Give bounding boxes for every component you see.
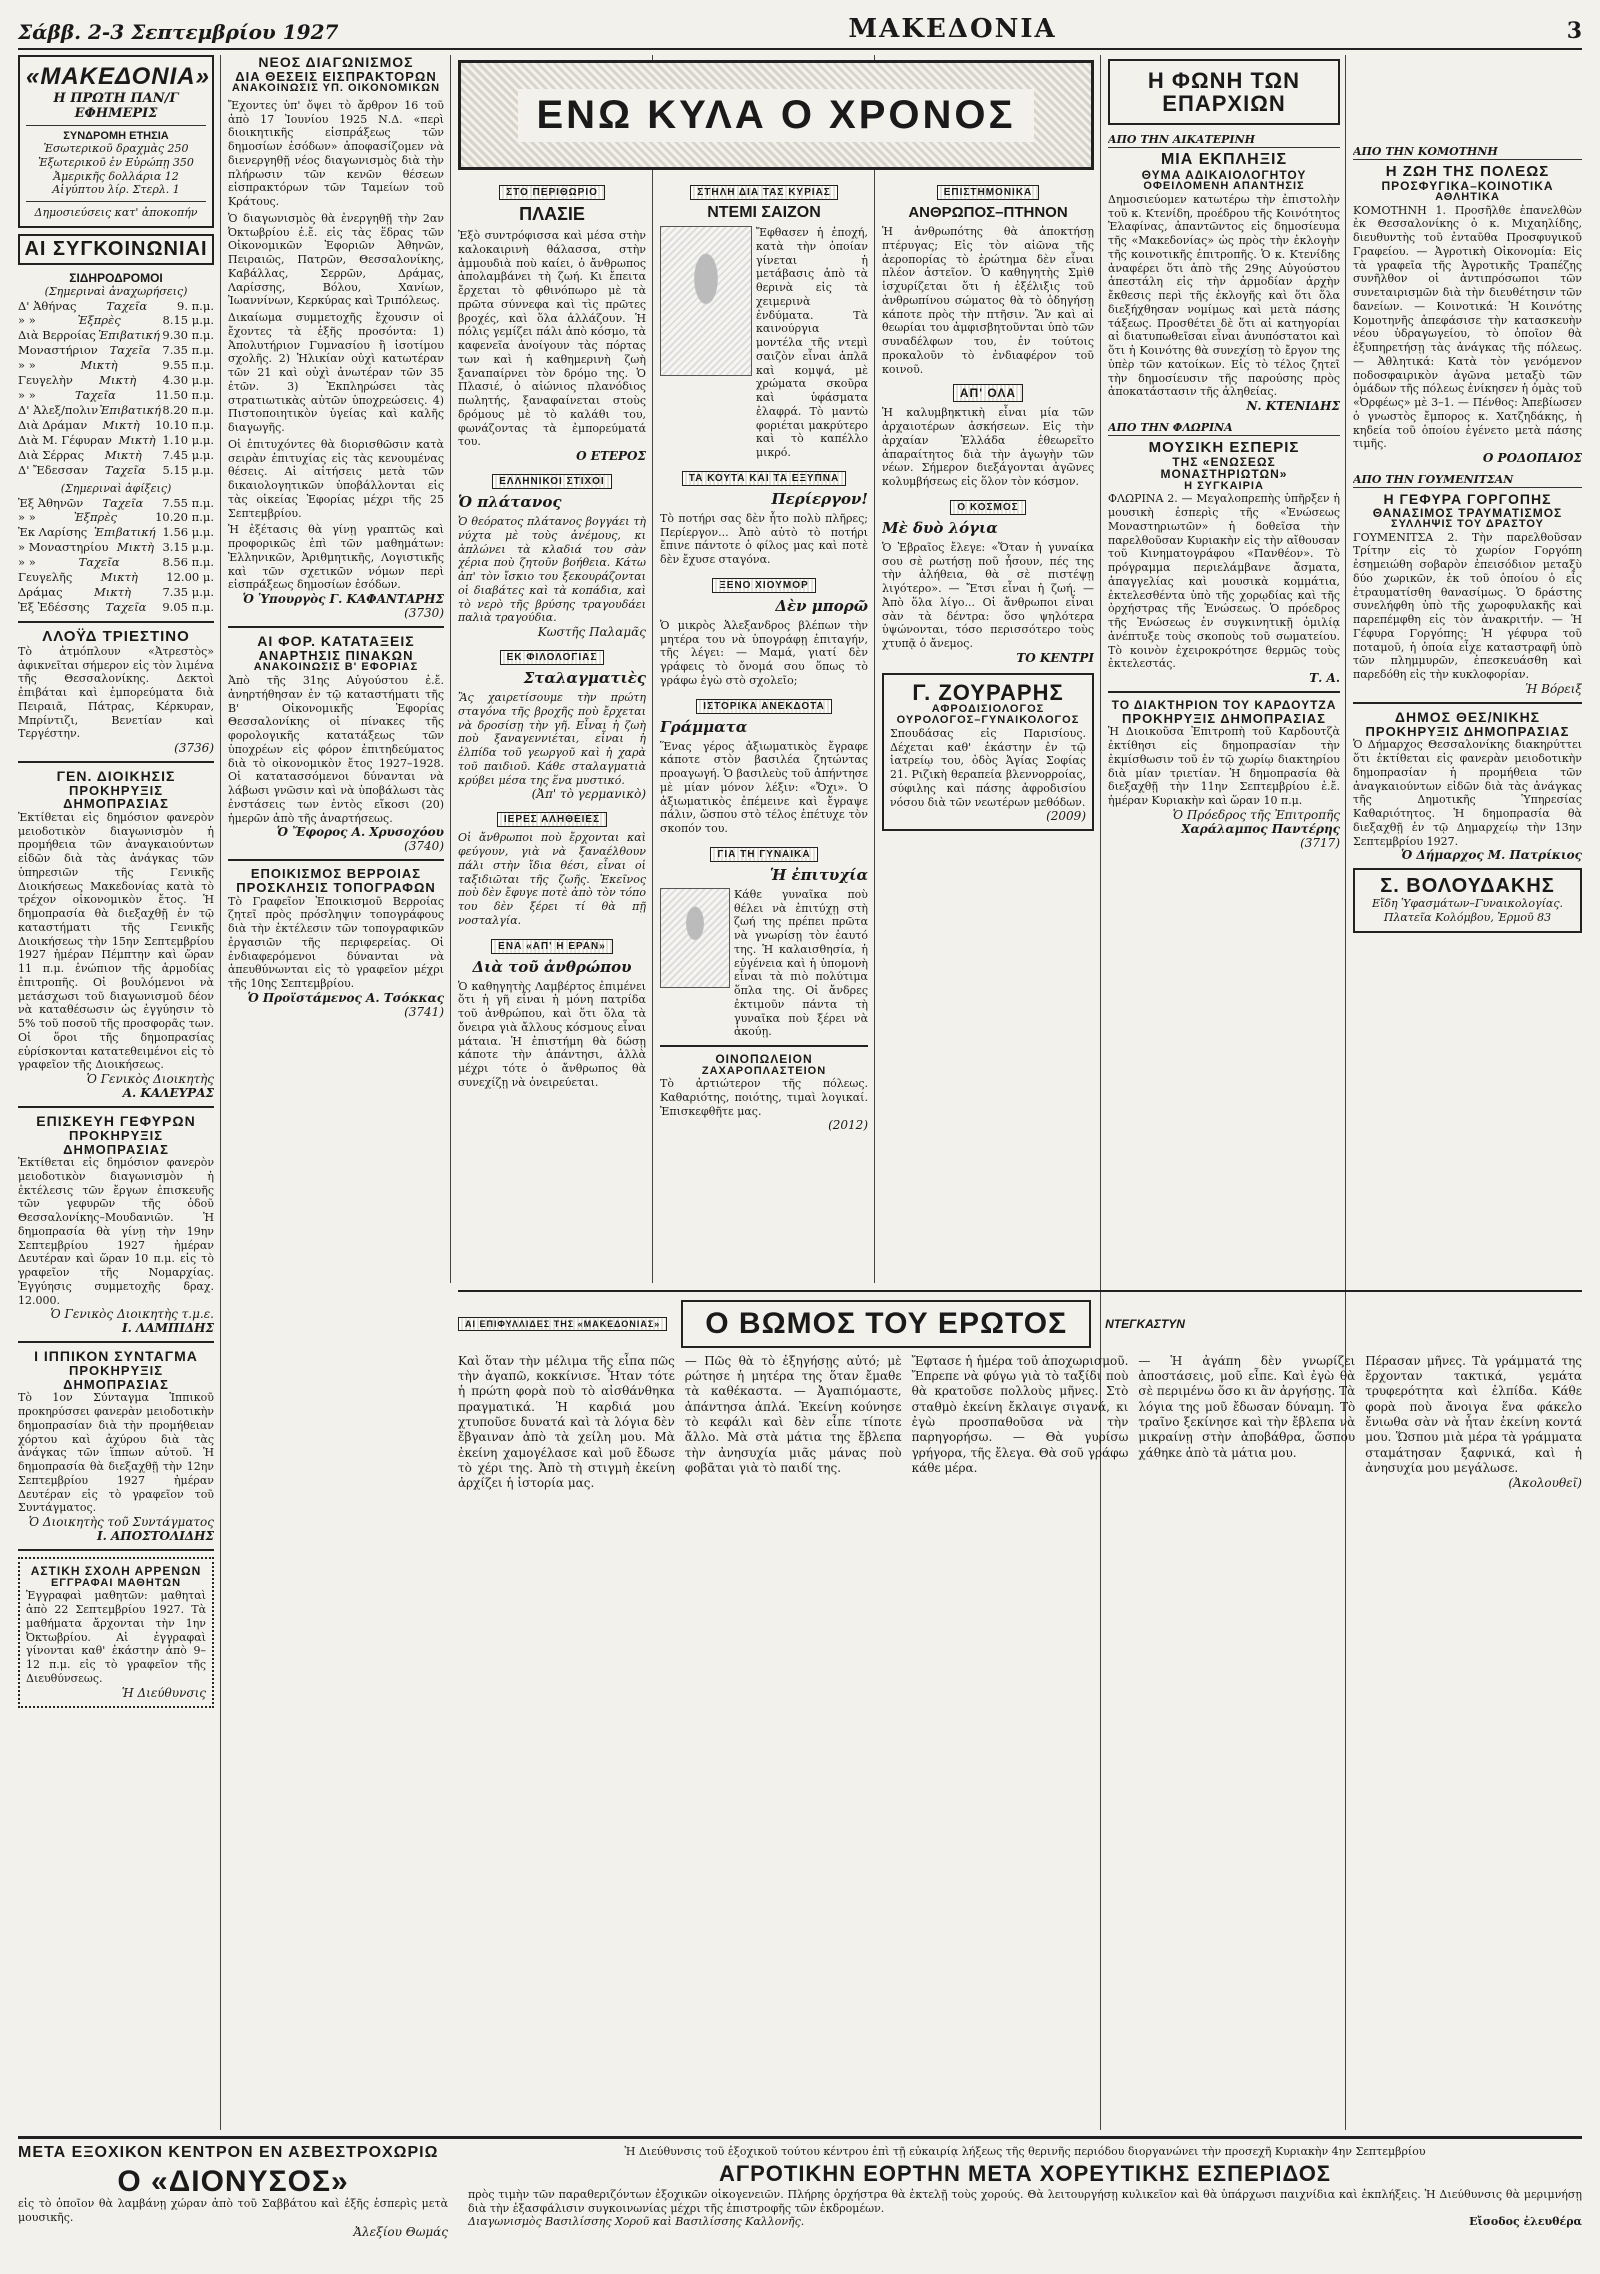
cannot-title: Δὲν μπορῶ	[775, 596, 868, 615]
tax-collectors-p2: Ὁ διαγωνισμὸς θὰ ἐνεργηθῇ τὴν 2αν Ὀκτωβρίου ἐ.ἔ. εἰς τὰς ἕδρας τῶν Οἰκονομικῶν Ἐφοριῶν Ἀθηνῶν, Πειραιῶς, Πατρῶν, Θεσσαλονίκης, Καβάλλας, Σερρῶν, Δράμας, Λαρίσσης, Βόλου, Χανίων, Ἰωαννίνων, Κερκύρας καὶ Τριπόλεως.	[228, 211, 444, 308]
column-6	[1108, 55, 1340, 1275]
feuilleton-signature: (Ἀκολουθεῖ)	[1508, 1476, 1582, 1491]
section-tag: ΕΝΑ «ΑΠ' Η ΕΡΑΝ»	[491, 939, 613, 954]
dionysos-signature: Ἀλεξίου Θωμάς	[353, 2224, 448, 2239]
timetable-row	[18, 299, 214, 314]
curious-title: Περίεργον!	[771, 489, 868, 508]
timetable-train-type: Ταχεῖα	[102, 495, 144, 510]
karoutza-code: (3717)	[1300, 835, 1340, 850]
timetable-time: 12.00 μ.	[166, 570, 214, 585]
timetable-train-type: Μικτὴ	[118, 432, 156, 447]
timetable-time: 9. π.μ.	[177, 298, 214, 313]
drops-signature: (Ἀπ' τὸ γερμανικὸ)	[531, 787, 646, 802]
timetable-time: 7.35 π.μ.	[162, 343, 214, 358]
provinces-banner: Η ΦΩΝΗ ΤΩΝ ΕΠΑΡΧΙΩΝ	[1108, 59, 1340, 125]
shop-heading: ΟΙΝΟΠΩΛΕΙΟΝ	[715, 1052, 813, 1066]
plasie-title: ΠΛΑΣΙΕ	[519, 204, 585, 224]
letters-text: Ἕνας γέρος ἀξιωματικὸς ἔγραφε κάποτε στὸν βασιλέα ζητώντας προαγωγή. Ὁ βασιλεὺς τοῦ ἀπήντησε μὲ μίαν μόνον λέξιν: «Ὄχι». Ὁ ἀξιωματικὸς ἐπέμεινε καὶ ἔγραψε πάλιν, ὥσπου στὸ τέλος ἐπέτυχε τὸν σκοπόν του.	[660, 739, 868, 835]
feuilleton-p5: Πέρασαν μῆνες. Τὰ γράμματά της ἔρχονταν τακτικά, γεμάτα τρυφερότητα καὶ ἐλπίδα. Κάθε φορὰ ποὺ ἄνοιγα ἕνα φάκελο ἔνιωθα σὰν νὰ ἦταν ἐκείνη κοντά μου. Ὥσπου μιὰ μέρα τὰ γράμματα σταμάτησαν ξαφνικά, καὶ ἡ ἀνησυχία μου μεγάλωσε.	[1365, 1353, 1582, 1476]
tax-tables-text: Ἀπὸ τῆς 31ης Αὐγούστου ἐ.ἔ. ἀνηρτήθησαν ἐν τῷ καταστήματι τῆς Β' Οἰκονομικῆς Ἐφορίας Θεσσαλονίκης οἱ πίνακες τῆς φορολογικῆς κατατάξεως τῶν ὑποχρέων εἰς φόρον ἐπιτηδεύματος διὰ τὸ οἰκονομικὸν ἔτος 1927–1928. Οἱ κατατασσόμενοι δύνανται νὰ λάβωσι γνῶσιν καὶ νὰ ὑποβάλωσι τὰς ἐνστάσεις των ἐντὸς εἴκοσι (20) ἡμερῶν ἀπὸ τῆς ἀναρτήσεως.	[228, 674, 444, 825]
gen-admin-heading: ΓΕΝ. ΔΙΟΙΚΗΣΙΣ	[56, 768, 176, 784]
timetable-row	[18, 555, 214, 570]
cavalry-signature: Ὁ Διοικητὴς τοῦ Συντάγματος	[28, 1515, 214, 1530]
surveyors-signature: Ὁ Προϊστάμενος Α. Τσόκκας	[247, 990, 444, 1005]
travellers-text: Οἱ ἄνθρωποι ποὺ ἔρχονται καὶ φεύγουν, γιὰ νὰ ξαναέλθουν πάλι στὴν ἴδια θέσι, εἶναι οἱ ταξιδιῶται τῆς ζωῆς. Ἐκεῖνος ποὺ δὲν ἔφυγε ποτὲ ἀπὸ τὸν τόπο του δὲν ξέρει τί θὰ πῇ νοσταλγία.	[458, 831, 646, 927]
timetable-train-type: Ἐπιβατική	[94, 525, 156, 540]
tax-collectors-p3: Δικαίωμα συμμετοχῆς ἔχουσιν οἱ ἔχοντες τὰ ἑξῆς προσόντα: 1) Ἀπολυτήριον Γυμνασίου ἢ ἰσοτίμου σχολῆς. 2) Ἡλικίαν οὐχὶ κατωτέραν τῶν 21 καὶ οὐχὶ ἀνωτέραν τῶν 35 ἐτῶν. 3) Ἐκπληρώσει τὰς στρατιωτικὰς αὐτῶν ὑποχρεώσεις. 4) Πιστοποιητικὸν ὑγείας καὶ καλῆς διαγωγῆς.	[228, 311, 444, 435]
timetable-time: 4.30 μ.μ.	[162, 373, 214, 388]
dateline-katerini: ΑΠΟ ΤΗΝ ΑΙΚΑΤΕΡΙΝΗ	[1108, 133, 1340, 148]
feuilleton-p3: Ἔφτασε ἡ ἡμέρα τοῦ ἀποχωρισμοῦ. Ἔπρεπε νὰ φύγω γιὰ τὸ ταξίδι ποὺ θὰ κρατοῦσε πολλοὺς μῆνες. Στὸ σταθμὸ ἐκείνη ἔκλαιγε σιγανά, κι ἐγὼ προσπαθοῦσα νὰ τὴν παρηγορήσω. — Θὰ γυρίσω γρήγορα, τῆς ἔλεγα. Θὰ σοῦ γράφω κάθε μέρα.	[911, 1353, 1129, 1476]
subscription-line: Ἀμερικῆς δολλάρια 12	[53, 169, 179, 183]
timetable-destination: Μοναστήριον	[18, 343, 98, 358]
fabric-shop-ad	[1353, 868, 1582, 933]
feuilleton-p1: Καὶ ὅταν τὴν μέλιμα τῆς εἶπα πῶς τὴν ἀγαπῶ, κοκκίνισε. Ἦταν τότε ἡ πρώτη φορὰ ποὺ τὸ αἰσθάνθηκα πραγματικά. Ἡ καρδιά μου χτυποῦσε δυνατά καὶ τὰ λόγια δὲν ἔβγαιναν ἀπὸ τὰ χείλη μου. Μὰ ἐκείνη χαμογέλασε καὶ μοῦ ἔδωσε τὸ χέρι της. Ἀπὸ τὴ στιγμὴ ἐκείνη ἀρχίζει ἡ ἱστορία μας.	[458, 1353, 675, 1491]
timetable-destination: » »	[18, 313, 36, 328]
arrivals-subheading: (Σημεριναὶ ἀφίξεις)	[60, 481, 172, 495]
timetable-row	[18, 585, 214, 600]
cavalry-signature-name: Ι. ΑΠΟΣΤΟΛΙΔΗΣ	[97, 1529, 214, 1544]
timetable-train-type: Ταχεῖα	[105, 600, 147, 615]
timetable-train-type: Ἐξπρὲς	[73, 510, 117, 525]
feuilleton	[458, 1300, 1582, 2128]
fabric-shop-name: Σ. ΒΟΛΟΥΔΑΚΗΣ	[1380, 875, 1555, 898]
timetable-destination: Διὰ Δράμαν	[18, 418, 88, 432]
section-tag: ΕΚ ΦΙΛΟΛΟΓΙΑΣ	[500, 650, 605, 665]
plasie-signature: Ο ΕΤΕΡΟΣ	[576, 449, 646, 463]
time-rolls-banner-title: ΕΝΩ ΚΥΛΑ Ο ΧΡΟΝΟΣ	[518, 89, 1033, 142]
timetable-destination: » »	[18, 510, 36, 525]
city-life-subheading: ΠΡΟΣΦΥΓΙΚΑ–ΚΟΙΝΟΤΙΚΑ	[1381, 178, 1554, 193]
curious-text: Τὸ ποτήρι σας δὲν ἦτο πολὺ πλῆρες; Περίεργον... Ἀπὸ αὐτὸ τὸ ποτήρι ἔπινε πάντοτε ὁ φίλος μας καὶ ποτὲ δὲν ἔχυσε σταγόνα.	[660, 511, 868, 566]
timetable-row	[18, 525, 214, 540]
timetable-row	[18, 448, 214, 463]
cavalry-heading: Ι ΙΠΠΙΚΟΝ ΣΥΝΤΑΓΜΑ	[34, 1348, 198, 1365]
cannot-text: Ὁ μικρὸς Ἀλεξανδρος βλέπων τὴν μητέρα του νὰ ὑπογράφῃ ἐπιταγήν, τῆς λέγει: — Μαμά, γιατί δὲν γράφεις τὸ ὄνομά σου ὅπως τὸ γράφω ἐγὼ στὸ σχολεῖο;	[660, 618, 868, 687]
timetable-time: 7.55 π.μ.	[162, 495, 214, 510]
timetable-destination: Γευγελῆς	[18, 570, 73, 585]
tax-collectors-signature: Ὁ Ὑπουργὸς Γ. ΚΑΦΑΝΤΑΡΗΣ	[242, 592, 444, 607]
column-rule	[874, 55, 875, 1283]
surveyors-subheading: ΠΡΟΣΚΛΗΣΙΣ ΤΟΠΟΓΡΑΦΩΝ	[236, 879, 436, 895]
header-paper-name: ΜΑΚΕΔΟΝΙΑ	[848, 14, 1057, 44]
timetable-destination: Δ' Ἀθήνας	[18, 298, 77, 313]
timetable-train-type: Ταχεῖα	[78, 555, 120, 570]
timetable-destination: Γευγελὴν	[18, 373, 73, 388]
world-title: Μὲ δυὸ λόγια	[882, 518, 998, 537]
timetable-row	[18, 313, 214, 328]
subscription-line: Ἐξωτερικοῦ ἐν Εὐρώπῃ 350	[38, 155, 194, 169]
bridge-heading: ΕΠΙΣΚΕΥΗ ΓΕΦΥΡΩΝ	[36, 1113, 196, 1130]
dionysos-text: εἰς τὸ ὁποῖον θὰ λαμβάνῃ χώραν ἀπὸ τοῦ Σαββάτου καὶ ἑξῆς ἑσπερὶς μετὰ μουσικῆς.	[18, 2197, 448, 2225]
timetable-row	[18, 570, 214, 585]
tax-tables-heading: ΑΙ ΦΟΡ. ΚΑΤΑΤΑΞΕΙΣ	[257, 633, 415, 650]
cavalry-text: Τὸ 1ον Σύνταγμα Ἱππικοῦ προκηρύσσει φανερὰν μειοδοτικὴν δημοπρασίαν διὰ τὴν προμήθειαν χόρτου καὶ ἀχύρου διὰ τὰς ἀνάγκας τῶν ἵππων αὐτοῦ. Ἡ δημοπρασία θὰ διεξαχθῇ τὴν 12ην Σεπτεμβρίου 1927 ἡμέραν Δευτέραν εἰς τὸ γραφεῖον τοῦ Συντάγματος.	[18, 1391, 214, 1515]
column-3	[458, 180, 646, 1280]
timetable-destination: Διὰ Σέρρας	[18, 447, 85, 462]
school-subheading: ΕΓΓΡΑΦΑΙ ΜΑΘΗΤΩΝ	[50, 1576, 182, 1589]
timetable-destination: Δράμας	[18, 585, 63, 600]
school-notice	[18, 1557, 214, 1707]
timetable-destination: Διὰ Βερροίας	[18, 328, 96, 343]
festival-note: Διαγωνισμὸς Βασιλίσσης Χοροῦ καὶ Βασιλίσσης Καλλονῆς.	[468, 2215, 805, 2229]
timetable-time: 1.56 μ.μ.	[162, 525, 214, 540]
lloyd-code: (3736)	[174, 741, 214, 755]
dateline-komotini: ΑΠΟ ΤΗΝ ΚΟΜΟΤΗΝΗ	[1353, 145, 1582, 160]
demi-saison-text: Ἔφθασεν ἡ ἐποχή, κατὰ τὴν ὁποίαν γίνεται ἡ μετάβασις ἀπὸ τὰ θερινὰ εἰς τὰ χειμερινὰ ἐνδύματα. Τὰ καινούργια μοντέλα τῆς ντεμὶ σαιζὸν εἶναι ἁπλᾶ καὶ κομψά, μὲ χρώματα σκοῦρα καὶ ὑφάσματα ἐλαφρά. Τὸ μαντὼ φοριέται μακρύτερο καὶ τὸ καπέλλο μικρό.	[756, 226, 868, 459]
column-rule	[220, 55, 221, 2130]
man-text: Ὁ καθηγητὴς Λαμβέρτος ἐπιμένει ὅτι ἡ γῆ εἶναι ἡ μόνη πατρίδα τοῦ ἀνθρώπου, καὶ ὅτι ὅλα τὰ ὄνειρα γιὰ ἄλλους κόσμους εἶναι μάταια. Ἡ ἐπιστήμη θὰ δώσῃ κάποτε τὴν ἀπάντησι, ἀλλὰ μέχρι τότε ὁ ἄνθρωπος θὰ συνεχίζῃ νὰ ὀνειρεύεται.	[458, 979, 646, 1089]
lloyd-heading: ΛΛΟΫΔ ΤΡΙΕΣΤΙΝΟ	[42, 628, 190, 645]
shop-code: (2012)	[828, 1118, 868, 1133]
timetable-time: 7.45 μ.μ.	[162, 447, 214, 462]
timetable-train-type: Ἐπιβατική	[99, 403, 162, 418]
portrait-illustration	[660, 888, 730, 988]
timetable-row	[18, 388, 214, 403]
plasie-text: Ἐξὸ συντρόφισσα καὶ μέσα στὴν καλοκαιρινὴ θάλασσα, στὴν ἀμμουδιὰ ποὺ καίει, ὁ ἄνθρωπος ἀπολαμβάνει τὴ ζωή. Κι ἔπειτα ἔρχεται τὸ φθινόπωρο μὲ τὰ πρῶτα σύννεφα καὶ τὶς πρῶτες βροχές, καὶ ὅλα ἀλλάζουν. Ἡ πόλις γεμίζει πάλι ἀπὸ κόσμο, τὰ καφενεῖα ἀνοίγουν τὰς πόρτας των καὶ ἡ καθημερινὴ ζωὴ ξαναπαίρνει τὸν δρόμο της. Ὁ Πλασιέ, ὁ αἰώνιος πλανόδιος πωλητής, ξαναφαίνεται στοὺς δρόμους μὲ τὸ καλάθι του, φωνάζοντας τὰ ἐμπορεύματά του.	[458, 229, 646, 449]
timetable-row	[18, 343, 214, 358]
school-signature: Ἡ Διεύθυνσις	[121, 1685, 206, 1700]
railways-heading: ΣΙΔΗΡΟΔΡΟΜΟΙ	[69, 270, 163, 285]
music-heading: ΜΟΥΣΙΚΗ ΕΣΠΕΡΙΣ	[1148, 438, 1300, 456]
timetable-time: 8.20 π.μ.	[162, 403, 214, 418]
timetable-time: 8.15 μ.μ.	[162, 313, 214, 328]
tax-tables-code: (3740)	[404, 839, 444, 854]
timetable-destination: » »	[18, 358, 36, 373]
header-date: Σάββ. 2-3 Σεπτεμβρίου 1927	[18, 20, 339, 44]
bridge-subheading: ΠΡΟΚΗΡΥΞΙΣ ΔΗΜΟΠΡΑΣΙΑΣ	[63, 1127, 169, 1157]
feuilleton-rule	[458, 1290, 1582, 1296]
shop-subheading: ΖΑΧΑΡΟΠΛΑΣΤΕΙΟΝ	[701, 1064, 827, 1077]
timetable-row	[18, 328, 214, 343]
timetable-row	[18, 463, 214, 478]
music-text: ΦΛΩΡΙΝΑ 2. — Μεγαλοπρεπὴς ὑπῆρξεν ἡ μουσικὴ ἑσπερὶς τῆς «Ἑνώσεως Μοναστηριωτῶν» ἡ δοθεῖσα τὴν παρελθοῦσαν Κυριακὴν εἰς τὴν αἴθουσαν τοῦ Κινηματογράφου «Πανθέον». Τὸ πρόγραμμα περιελάμβανε ἄσματα, ἀπαγγελίας καὶ μουσικὰ κομμάτια, ἐκτελεσθέντα ὑπὸ τῆς χορῳδίας καὶ τῆς ὀρχήστρας τῆς Ἑνώσεως. Ὁ πρόεδρος τῆς Ἑνώσεως ἐν συγκινητικῇ ὁμιλίᾳ ἀνέπτυξε τοὺς σκοποὺς τοῦ σωματείου. Τὸ κοινὸν ἐχειροκρότησε θερμῶς τοὺς ἐκτελεστάς.	[1108, 492, 1340, 671]
doctor-ad	[882, 673, 1094, 832]
festival-ad	[468, 2145, 1582, 2229]
masthead-subtitle: Η ΠΡΩΤΗ ΠΑΝ/Γ ΕΦΗΜΕΡΙΣ	[53, 91, 179, 121]
doctor-name: Γ. ΖΟΥΡΑΡΗΣ	[912, 679, 1064, 705]
tax-collectors-source: ΑΝΑΚΟΙΝΩΣΙΣ ΥΠ. ΟΙΚΟΝΟΜΙΚΩΝ	[231, 82, 441, 95]
timetable-row	[18, 403, 214, 418]
timetable-train-type: Μικτὴ	[116, 540, 154, 555]
masthead-title: «ΜΑΚΕΔΟΝΙΑ»	[26, 63, 210, 90]
section-tag: ΓΙΑ ΤΗ ΓΥΝΑΙΚΑ	[710, 847, 817, 862]
city-life-text: ΚΟΜΟΤΗΝΗ 1. Προσῆλθε ἐπανελθὼν ἐκ Θεσσαλονίκης ὁ κ. Μιχαηλίδης, διευθυντὴς τοῦ ἐνταῦθα Προσφυγικοῦ Γραφείου. — Ἀγροτικὴ Οἰκονομία: Εἰς τὰ γραφεῖα τῆς Ἀγροτικῆς Τραπέζης συνῆλθον οἱ ἀντιπρόσωποι τῶν συνεταιρισμῶν διὰ τὴν διευθέτησιν τῶν δανείων. — Κοινοτικά: Ἡ Κοινότης Κομοτηνῆς ἀπεφάσισε τὴν κατασκευὴν νέου ὑδραγωγείου, τὸ ὁποῖον θὰ ἐξυπηρετήσῃ τὰς ἀνάγκας τῆς πόλεως. — Ἀθλητικά: Κατὰ τὸν γενόμενον ποδοσφαιρικὸν ἀγῶνα μεταξὺ τῶν ὁμάδων τῆς πόλεως ἐνίκησεν ἡ ὁμὰς τοῦ «Ὀρφέως» μὲ 3–1. — Πένθος: Ἀπεβίωσεν ὁ γνωστὸς ἔμπορος κ. Χατζηδάκης, ἡ κηδεία τοῦ ὁποίου ἐγένετο μετὰ πάσης τιμῆς.	[1353, 203, 1582, 451]
letters-title: Γράμματα	[660, 717, 748, 736]
bridge-gorgopi-signature: Ἡ Βόρειξ	[1525, 681, 1582, 696]
bottom-advertisement	[18, 2136, 1582, 2264]
dionysos-ad	[18, 2145, 448, 2239]
timetable-destination: » »	[18, 388, 36, 403]
section-tag: ΤΑ ΚΟΥΤΑ ΚΑΙ ΤΑ ΕΞΥΠΝΑ	[682, 471, 846, 486]
timetable-time: 9.05 π.μ.	[162, 600, 214, 615]
poem-title: Ὁ πλάτανος	[458, 493, 562, 511]
success-text: Κάθε γυναῖκα ποὺ θέλει νὰ ἐπιτύχῃ στὴ ζωή της πρέπει πρῶτα νὰ γνωρίσῃ τὸν ἑαυτό της. Ἡ καλαισθησία, ἡ εὐγένεια καὶ ἡ ὑπομονὴ εἶναι τὰ πιὸ πολύτιμα ὅπλα της. Οἱ ἄνδρες ἐκτιμοῦν πάντα τὴ γυναῖκα ποὺ ξέρει νὰ ἀκούῃ.	[734, 887, 868, 1039]
surveyors-heading: ΕΠΟΙΚΙΣΜΟΣ ΒΕΡΡΟΙΑΣ	[250, 866, 422, 882]
departures-table	[18, 299, 214, 478]
section-tag: ΙΣΤΟΡΙΚΑ ΑΝΕΚΔΟΤΑ	[696, 699, 831, 714]
timetable-row	[18, 496, 214, 511]
bridge-gorgopi-heading: Η ΓΕΦΥΡΑ ΓΟΡΓΟΠΗΣ	[1383, 490, 1552, 507]
timetable-train-type: Ταχεῖα	[104, 462, 146, 477]
bridge-gorgopi-subheading-2: ΣΥΛΛΗΨΙΣ ΤΟΥ ΔΡΑΣΤΟΥ	[1390, 518, 1544, 531]
from-all-text: Ἡ καλυμβηκτικὴ εἶναι μία τῶν ἀρχαιοτέρων ἀσκήσεων. Εἰς τὴν ἀρχαίαν Ἑλλάδα ἐθεωρεῖτο ἀπαραίτητος διὰ τὴν ἀγωγὴν τῶν νέων. Σήμερον διεξάγονται ἀγῶνες κολυμβήσεως εἰς ὅλον τὸν κόσμον.	[882, 406, 1094, 488]
column-4	[660, 180, 868, 1280]
timetable-time: 9.30 π.μ.	[162, 328, 214, 343]
section-tag: ΕΛΛΗΝΙΚΟΙ ΣΤΙΧΟΙ	[492, 474, 611, 489]
gen-admin-signature: Ὁ Γενικὸς Διοικητὴς	[86, 1072, 214, 1087]
festival-entry: Εἴσοδος ἐλευθέρα	[1469, 2215, 1582, 2229]
arrivals-table	[18, 496, 214, 616]
world-text: Ὁ Ἐβραῖος ἔλεγε: «Ὅταν ἡ γυναίκα σου σὲ ρωτήσῃ ποῦ ἦσουν, πές της τὴν ἀλήθεια, θὰ σὲ πιστέψῃ λιγότερο». — Ἔτσι εἶναι ἡ ζωή. — Ἀπὸ ὅλα λίγο... Οἱ ἄνθρωποι εἶναι σὰν τὰ δέντρα: ὅσο ψηλότερα ὑψώνονται, τόσο περισσότερο τοὺς χτυπᾷ ὁ ἄνεμος.	[882, 540, 1094, 650]
bridge-text: Ἐκτίθεται εἰς δημόσιον φανερὸν μειοδοτικὸν διαγωνισμὸν ἡ ἐκτέλεσις τῶν ἔργων ἐπισκευῆς τῶν γεφυρῶν τῆς ὁδοῦ Θεσσαλονίκης–Μουδανιῶν. Ἡ δημοπρασία θὰ γίνῃ τὴν 19ην Σεπτεμβρίου 1927 ἡμέραν Δευτέραν καὶ ὥραν 10 π.μ. εἰς τὸ γραφεῖον τῆς Νομαρχίας. Ἐγγύησις συμμετοχῆς δραχ. 12.000.	[18, 1156, 214, 1307]
timetable-destination: Δ' Ἀλεξ/πολιν	[18, 403, 99, 418]
shop-text: Τὸ ἀρτιώτερον τῆς πόλεως. Καθαριότης, ποιότης, τιμαὶ λογικαί. Ἐπισκεφθῆτε μας.	[660, 1077, 868, 1118]
festival-intro: Ἡ Διεύθυνσις τοῦ ἐξοχικοῦ τούτου κέντρου ἐπὶ τῇ εὐκαιρίᾳ λήξεως τῆς θερινῆς περιόδου διοργανώνει τὴν προσεχῆ Κυριακὴν 4ην Σεπτεμβρίου	[624, 2145, 1426, 2158]
section-tag: ΣΤΟ ΠΕΡΙΘΩΡΙΟ	[499, 185, 605, 200]
city-life-subheading-2: ΑΘΛΗΤΙΚΑ	[1435, 191, 1500, 204]
bridge-gorgopi-subheading: ΘΑΝΑΣΙΜΟΣ ΤΡΑΥΜΑΤΙΣΜΟΣ	[1372, 505, 1563, 520]
man-bird-title: ΑΝΘΡΩΠΟΣ–ΠΤΗΝΟΝ	[908, 204, 1068, 221]
cavalry-subheading: ΠΡΟΚΗΡΥΞΙΣ ΔΗΜΟΠΡΑΣΙΑΣ	[63, 1363, 169, 1392]
timetable-time: 3.15 μ.μ.	[162, 540, 214, 555]
timetable-destination: Διὰ Μ. Γέφυραν	[18, 432, 112, 447]
section-tag: ΙΕΡΕΣ ΑΛΗΘΕΙΕΣ	[497, 812, 607, 827]
column-5	[882, 180, 1094, 1280]
header-page-number: 3	[1566, 18, 1582, 44]
success-title: Ἡ ἐπιτυχία	[769, 865, 868, 884]
timetable-row	[18, 510, 214, 525]
city-life-signature: Ο ΡΟΔΟΠΑΙΟΣ	[1482, 451, 1582, 466]
timetable-train-type: Μικτὴ	[80, 358, 118, 373]
timetable-row	[18, 358, 214, 373]
dionysos-heading: ΜΕΤΑ ΕΞΟΧΙΚΟΝ ΚΕΝΤΡΟΝ ΕΝ ΑΣΒΕΣΤΡΟΧΩΡΙΩ	[18, 2144, 439, 2161]
doctor-specialty-2: ΟΥΡΟΛΟΓΟΣ–ΓΥΝΑΙΚΟΛΟΓΟΣ	[896, 714, 1080, 727]
festival-text: πρὸς τιμὴν τῶν παραθεριζόντων ἐξοχικῶν οἰκογενειῶν. Πλήρης ὀρχήστρα θὰ ἐκτελῇ τοὺς χορούς. Θὰ λειτουργήσῃ κυλικεῖον καὶ θὰ ὑπάρχωσι παιχνίδια καὶ ἐκπλήξεις. Ἡ Διεύθυνσις θὰ μεριμνήσῃ διὰ τὴν ἐξασφάλισιν συγκοινωνίας μέχρι τῆς ἐπιστροφῆς τῶν ἐκδρομέων.	[468, 2187, 1582, 2215]
demi-saison-title: ΝΤΕΜΙ ΣΑΙΖΟΝ	[707, 204, 821, 221]
surprise-heading: ΜΙΑ ΕΚΠΛΗΞΙΣ	[1160, 150, 1288, 168]
feuilleton-p4: — Ἡ ἀγάπη δὲν γνωρίζει ἀποστάσεις, μοῦ εἶπε. Καὶ ἐγὼ θὰ σὲ περιμένω ὅσο κι ἂν ἀργήσῃς. Τὰ λόγια της μοῦ ἔδωσαν δύναμη. Τὸ τραῖνο ξεκίνησε καὶ τὴν ἔβλεπα νὰ μικραίνῃ στὴν ἀποβάθρα, ὥσπου χάθηκε ἀπὸ τὰ μάτια μου.	[1138, 1353, 1356, 1460]
timetable-train-type: Μικτὴ	[104, 447, 142, 462]
fabric-shop-text: Εἴδη Ὑφασμάτων–Γυναικολογίας. Πλατεῖα Κολόμβου, Ἐρμοῦ 83	[1371, 897, 1564, 925]
subscription-note: Δημοσιεύσεις κατ' ἀποκοπήν	[34, 206, 198, 219]
karoutza-signature: Ὁ Πρόεδρος τῆς Ἐπιτροπῆς	[1172, 807, 1340, 822]
timetable-row	[18, 418, 214, 433]
doctor-code: (2009)	[1046, 809, 1086, 824]
timetable-train-type: Μικτὴ	[102, 418, 140, 432]
timetable-destination: » Μοναστηρίου	[18, 540, 109, 555]
tax-tables-signature: Ὁ Ἔφορος Α. Χρυσοχόου	[276, 825, 444, 840]
poem-text: Ὁ θεόρατος πλάτανος βογγάει τὴ νύχτα μὲ τοὺς ἀνέμους, κι ἀπλώνει τὰ κλαδιά του σὰν χέρια ποὺ ζητοῦν βοήθεια. Κάτω ἀπ' τὸν ἴσκιο του ξεκουράζονται οἱ διαβάτες καὶ τὰ κοπάδια, καὶ τὸ νερὸ τῆς βρύσης τραγουδάει παλιὰ τραγούδια.	[458, 515, 646, 625]
column-2	[228, 55, 444, 2130]
timetable-destination: Δ' Ἔδεσσαν	[18, 462, 89, 477]
school-heading: ΑΣΤΙΚΗ ΣΧΟΛΗ ΑΡΡΕΝΩΝ	[30, 1564, 202, 1579]
timetable-destination: Ἐξ Ἀθηνῶν	[18, 495, 84, 510]
drops-title: Σταλαγματιὲς	[523, 669, 646, 687]
timetable-row	[18, 540, 214, 555]
gen-admin-subheading: ΠΡΟΚΗΡΥΞΙΣ ΔΗΜΟΠΡΑΣΙΑΣ	[63, 782, 169, 812]
timetable-time: 8.56 π.μ.	[162, 555, 214, 570]
feuilleton-title: Ο ΒΩΜΟΣ ΤΟΥ ΕΡΩΤΟΣ	[681, 1300, 1091, 1348]
gen-admin-signature-name: Α. ΚΑΛΕΥΡΑΣ	[122, 1086, 214, 1101]
dateline-goumenitsa: ΑΠΟ ΤΗΝ ΓΟΥΜΕΝΙΤΣΑΝ	[1353, 473, 1582, 488]
tax-collectors-p4: Οἱ ἐπιτυχόντες θὰ διορισθῶσιν κατὰ σειρὰν ἐπιτυχίας εἰς τὰς κενουμένας θέσεις. Αἱ αἰτήσεις μετὰ τῶν δικαιολογητικῶν ὑποβάλλονται εἰς τὰς οἰκείας Ἐφορίας μέχρι τῆς 25 Σεπτεμβρίου.	[228, 437, 444, 520]
subscription-line: Ἐσωτερικοῦ δραχμὰς 250	[43, 142, 189, 155]
surveyors-text: Τὸ Γραφεῖον Ἐποικισμοῦ Βερροίας ζητεῖ πρὸς πρόσληψιν τοπογράφους διὰ τὴν ἐκτέλεσιν τῶν τοπογραφικῶν ἐργασιῶν τῆς περιφερείας. Οἱ ἐνδιαφερόμενοι δύνανται νὰ ἀπευθύνωνται εἰς τὸ γραφεῖον μέχρι τῆς 10ης Σεπτεμβρίου.	[228, 894, 444, 991]
city-life-heading: Η ΖΩΗ ΤΗΣ ΠΟΛΕΩΣ	[1385, 162, 1550, 180]
timetable-time: 9.55 π.μ.	[162, 358, 214, 373]
poem-signature: Κωστῆς Παλαμᾶς	[537, 625, 646, 639]
timetable-time: 7.35 μ.μ.	[162, 585, 214, 600]
communications-heading: ΑΙ ΣΥΓΚΟΙΝΩΝΙΑΙ	[18, 234, 214, 265]
masthead-box	[18, 55, 214, 228]
timetable-train-type: Ἐξπρὲς	[77, 313, 121, 328]
doctor-text: Σπουδάσας εἰς Παρισίους. Δέχεται καθ' ἑκάστην ἐν τῷ ἰατρείῳ του, ὁδὸς Ἁγίας Σοφίας 21. Ριζικὴ θεραπεία βλεννορροίας, σύφιλης καὶ πάσης ἀφροδισίου νόσου διὰ τῶν νεωτέρων μεθόδων.	[890, 726, 1086, 809]
subscription-heading: ΣΥΝΔΡΟΜΗ ΕΤΗΣΙΑ	[63, 130, 169, 142]
bridge-signature-name: Ι. ΛΑΜΠΙΔΗΣ	[122, 1321, 214, 1336]
timetable-train-type: Μικτὴ	[93, 585, 132, 600]
tax-collectors-subheading: ΔΙΑ ΘΕΣΕΙΣ ΕΙΣΠΡΑΚΤΟΡΩΝ	[235, 68, 437, 84]
column-rule	[652, 55, 653, 1283]
feuilleton-p2: — Πῶς θὰ τὸ ἐξηγήσῃς αὐτό; μὲ ρώτησε ἡ μητέρα της ὅταν ἔμαθε τὰ καθέκαστα. — Ἀγαπιόμαστε, ἀπάντησα ἁπλά. Ἐκείνη κούνησε τὸ κεφάλι καὶ δὲν εἶπε τίποτε ἄλλο. Μὰ στὰ μάτια της ἔβλεπα τὴν ἀνησυχία μιᾶς μάνας ποὺ φοβᾶται γιὰ τὸ παιδί της.	[684, 1353, 902, 1476]
timetable-row	[18, 433, 214, 448]
section-tag: Ο ΚΟΣΜΟΣ	[950, 500, 1025, 515]
timetable-row	[18, 600, 214, 615]
page-header	[18, 10, 1582, 50]
timetable-time: 11.50 π.μ.	[155, 388, 214, 403]
timetable-destination: » »	[18, 555, 36, 570]
timetable-train-type: Ταχεῖα	[106, 298, 148, 313]
surprise-signature: Ν. ΚΤΕΝΙΔΗΣ	[1246, 399, 1340, 414]
surprise-subheading-2: ΟΦΕΙΛΟΜΕΝΗ ΑΠΑΝΤΗΣΙΣ	[1143, 180, 1305, 193]
bridge-signature: Ὁ Γενικὸς Διοικητὴς τ.μ.ε.	[50, 1307, 214, 1322]
karoutza-text: Ἡ Διοικοῦσα Ἐπιτροπὴ τοῦ Καρδουτζὰ ἐκτίθησι εἰς δημοπρασίαν τὴν ἐκμίσθωσιν τοῦ ἐν τῷ χωρίῳ διακτηρίου διὰ μίαν τριετίαν. Ἡ δημοπρασία θὰ διεξαχθῇ τὴν 11ην Σεπτεμβρίου ἐ.ἔ. ἡμέραν Κυριακὴν καὶ ὥραν 10 π.μ.	[1108, 725, 1340, 808]
dateline-florina: ΑΠΟ ΤΗΝ ΦΛΩΡΙΝΑ	[1108, 421, 1340, 436]
tax-collectors-p5: Ἡ ἐξέτασις θὰ γίνῃ γραπτῶς καὶ προφορικῶς ἐπὶ τῶν μαθημάτων: Ἑλληνικῶν, Ἀριθμητικῆς, Λογιστικῆς καὶ τῶν σχετικῶν νόμων περὶ εἰσπράξεως δημοσίων ἐσόδων.	[228, 523, 444, 592]
section-tag: ΕΠΙΣΤΗΜΟΝΙΚΑ	[937, 185, 1040, 200]
karoutza-heading: ΤΟ ΔΙΑΚΤΗΡΙΟΝ ΤΟΥ ΚΑΡΔΟΥΤΖΑ	[1111, 698, 1337, 713]
man-title: Διὰ τοῦ ἀνθρώπου	[472, 957, 632, 976]
timetable-row	[18, 373, 214, 388]
feuilleton-author: ΝΤΕΓΚΑΣΤΥΝ	[1105, 1316, 1185, 1331]
municipality-signature: Ὁ Δήμαρχος Μ. Πατρίκιος	[1401, 848, 1582, 863]
section-tag: ΣΤΗΛΗ ΔΙΑ ΤΑΣ ΚΥΡΙΑΣ	[690, 185, 838, 200]
bridge-gorgopi-text: ΓΟΥΜΕΝΙΤΣΑ 2. Τὴν παρελθοῦσαν Τρίτην εἰς τὸ χωρίον Γοργόπη ἐσημειώθη σοβαρὸν ἐπεισόδιον μεταξὺ δύο χωρικῶν, ἐκ τοῦ ὁποίου ὁ εἷς ἐτραυματίσθη θανασίμως. Ὁ δράστης συνελήφθη ὑπὸ τῆς χωροφυλακῆς καὶ παρεπέμφθη εἰς τὸν ἀνακριτήν. — Ἡ Γέφυρα Γοργόπης: Ἡ γέφυρα τοῦ ποταμοῦ, ἡ ὁποία εἶχε καταστραφῆ ὑπὸ τῶν πλημμυρῶν, ἐπεσκευάσθη καὶ παρεδόθη εἰς τὴν κυκλοφορίαν.	[1353, 530, 1582, 682]
timetable-train-type: Ἐπιβατική	[98, 328, 160, 343]
music-signature: Τ. Α.	[1309, 671, 1340, 686]
timetable-destination: Ἐξ Ἐδέσσης	[18, 600, 90, 615]
surveyors-code: (3741)	[404, 1004, 444, 1019]
municipality-subheading: ΠΡΟΚΗΡΥΞΙΣ ΔΗΜΟΠΡΑΣΙΑΣ	[1365, 723, 1570, 739]
music-subheading: ΤΗΣ «ΕΝΩΣΕΩΣ ΜΟΝΑΣΤΗΡΙΩΤΩΝ»	[1160, 454, 1288, 482]
karoutza-signature-name: Χαράλαμπος Παντέρης	[1181, 821, 1340, 836]
timetable-time: 5.15 μ.μ.	[162, 462, 214, 477]
municipality-text: Ὁ Δήμαρχος Θεσσαλονίκης διακηρύττει ὅτι ἐκτίθεται εἰς φανερὰν μειοδοτικὴν δημοπρασίαν ἡ προμήθεια τῶν ἀναγκαιούντων εἰδῶν διὰ τὰς ἀνάγκας τῆς Δημοτικῆς Ὑπηρεσίας Καθαριότητος. Ἡ δημοπρασία θὰ διεξαχθῇ ἐν τῷ Δημαρχείῳ τὴν 13ην Σεπτεμβρίου 1927.	[1353, 738, 1582, 848]
surprise-text: Δημοσιεύομεν κατωτέρω τὴν ἐπιστολὴν τοῦ κ. Κτενίδη, προέδρου τῆς Κοινότητος Ἐλαφίνας, ἀπαντῶντος εἰς δημοσίευμα τῆς «Μακεδονίας» ὡς πρὸς τὴν ἐκλογὴν τῆς κοινοτικῆς ἐπιτροπῆς. Ὁ κ. Κτενίδης ἀναφέρει ὅτι ἀπὸ τῆς 29ης Αὐγούστου ἀπεστάλη εἰς τὴν ἁρμοδίαν ἀρχὴν ἔκθεσις περὶ τῆς ἐκλογῆς καὶ ὅτι ὅλα διεξήχθησαν νομίμως καὶ μετὰ πάσης τάξεως. Προσθέτει δὲ ὅτι αἱ κατηγορίαι αἱ διατυπωθεῖσαι εἶναι ἀνυπόστατοι καὶ ὅτι ἡ Κοινότης θὰ συνεχίσῃ τὸ ἔργον της ὑπὲρ τῶν κατοίκων. Εἰς τὸ τέλος ζητεῖ τὴν δημοσίευσιν τῆς παρούσης πρὸς ἀποκατάστασιν τῆς ἀληθείας.	[1108, 192, 1340, 399]
timetable-destination: Ἐκ Λαρίσης	[18, 525, 88, 540]
dionysos-name: Ο «ΔΙΟΝΥΣΟΣ»	[117, 2164, 349, 2198]
section-tag: ΞΕΝΟ ΧΙΟΥΜΟΡ	[712, 578, 815, 593]
festival-heading: ΑΓΡΟΤΙΚΗΝ ΕΟΡΤΗΝ ΜΕΤΑ ΧΟΡΕΥΤΙΚΗΣ ΕΣΠΕΡΙΔΟΣ	[718, 2160, 1332, 2186]
karoutza-subheading: ΠΡΟΚΗΡΥΞΙΣ ΔΗΜΟΠΡΑΣΙΑΣ	[1122, 710, 1326, 726]
lloyd-text: Τὸ ἀτμόπλουν «Ἀτρεστὸς» ἀφικνεῖται σήμερον εἰς τὸν λιμένα τῆς Θεσσαλονίκης. Δεκτοὶ ἐπιβάται καὶ ἐμπορεύματα διὰ Πειραιᾶ, Πάτρας, Κέρκυραν, Μπρίντιζι, Βενετίαν καὶ Τεργέστην.	[18, 644, 214, 741]
departures-subheading: (Σημεριναὶ ἀναχωρήσεις)	[44, 284, 188, 298]
tax-collectors-code: (3730)	[404, 606, 444, 621]
doctor-specialty: ΑΦΡΟΔΙΣΙΟΛΟΓΟΣ	[931, 702, 1045, 715]
tax-collectors-p1: Ἔχοντες ὑπ' ὄψει τὸ ἄρθρον 16 τοῦ ἀπὸ 17 Ἰουνίου 1925 Ν.Δ. «περὶ διοικητικῆς εἰσπράξεως τῶν δημοσίων ἐσόδων» ἀποφασίζομεν νὰ διενεργηθῇ νέος διαγωνισμὸς διὰ τὴν πλήρωσιν τῶν κενῶν θέσεων εἰσπρακτόρων τῶν Ταμείων τοῦ Κράτους.	[228, 98, 444, 209]
tax-collectors-heading: ΝΕΟΣ ΔΙΑΓΩΝΙΣΜΟΣ	[258, 55, 414, 70]
tax-tables-subheading: ΑΝΑΡΤΗΣΙΣ ΠΙΝΑΚΩΝ	[258, 647, 414, 663]
man-bird-text: Ἡ ἀνθρωπότης θὰ ἀποκτήσῃ πτέρυγας; Εἰς τὸν αἰῶνα τῆς ἀεροπορίας τὸ ἐρώτημα δὲν εἶναι πλέον ἀστεῖον. Ὁ καθηγητὴς Σμὶθ ἰσχυρίζεται ὅτι ἡ ἐξέλιξις τοῦ ἀνθρωπίνου σώματος θὰ τὸ ὁδηγήσῃ κάποτε πρὸς τὴν πτῆσιν. Ἂν καὶ αἱ θεωρίαι του ἀμφισβητοῦνται ὑπὸ τῶν συναδέλφων του, ἐν τούτοις προκαλοῦν τὸ ἐνδιαφέρον τοῦ κοινοῦ.	[882, 225, 1094, 376]
fashion-illustration	[660, 226, 752, 376]
subscription-line: Αἰγύπτου λίρ. Στερλ. 1	[52, 183, 180, 197]
timetable-time: 10.20 π.μ.	[155, 510, 214, 525]
tax-tables-source: ΑΝΑΚΟΙΝΩΣΙΣ Β' ΕΦΟΡΙΑΣ	[253, 661, 419, 674]
timetable-time: 10.10 π.μ.	[155, 418, 214, 432]
timetable-train-type: Μικτὴ	[99, 373, 137, 388]
timetable-train-type: Μικτὴ	[100, 570, 138, 585]
drops-text: Ἂς χαιρετίσουμε τὴν πρώτη σταγόνα τῆς βροχῆς ποὺ ἔρχεται νὰ δροσίσῃ τὴν γῆ. Εἶναι ἡ ζωὴ ποὺ ξαναγεννιέται, εἶναι ἡ ἐλπίδα τοῦ γεωργοῦ καὶ ἡ χαρὰ τοῦ παιδιοῦ. Κάθε σταλαγματιὰ κρύβει μέσα της ἕνα μυστικό.	[458, 691, 646, 787]
music-subheading-2: Η ΣΥΓΚΑΙΡΙΑ	[1184, 479, 1264, 492]
world-signature: ΤΟ ΚΕΝΤΡΙ	[1016, 650, 1094, 665]
timetable-time: 1.10 μ.μ.	[162, 432, 214, 447]
municipality-heading: ΔΗΜΟΣ ΘΕΣ/ΝΙΚΗΣ	[1394, 708, 1541, 725]
feuilleton-tag: ΑΙ ΕΠΙΦΥΛΛΙΔΕΣ ΤΗΣ «ΜΑΚΕΔΟΝΙΑΣ»	[458, 1317, 667, 1331]
timetable-train-type: Ταχεῖα	[109, 343, 151, 358]
timetable-train-type: Ταχεῖα	[74, 388, 116, 403]
column-7	[1353, 55, 1582, 1275]
gen-admin-text: Ἐκτίθεται εἰς δημόσιον φανερὸν μειοδοτικὸν διαγωνισμὸν ἡ προμήθεια τῶν ἀναγκαιούντων εἰδῶν διὰ τὰς ἀνάγκας τῶν ὑπηρεσιῶν τῆς Γενικῆς Διοικήσεως Μακεδονίας κατὰ τὸ τρέχον οἰκονομικὸν ἔτος. Ἡ δημοπρασία θὰ διεξαχθῇ ἐν τῷ καταστήματι τῆς Γενικῆς Διοικήσεως τὴν 15ην Σεπτεμβρίου 1927 ἡμέραν Πέμπτην καὶ ὥραν 11 π.μ. ἐνώπιον τῆς ἁρμοδίας ἐπιτροπῆς. Οἱ βουλόμενοι νὰ μετάσχωσι τοῦ διαγωνισμοῦ δέον νὰ καταθέσωσιν ὡς ἐγγύησιν τὸ 5% τοῦ ποσοῦ τῆς προσφορᾶς των. Οἱ ὅροι τῆς δημοπρασίας εὑρίσκονται κατατεθειμένοι εἰς τὸ γραφεῖον τῆς Διοικήσεως.	[18, 810, 214, 1072]
column-1	[18, 55, 214, 2130]
column-rule	[450, 55, 451, 1283]
section-tag: ΑΠ' ΟΛΑ	[953, 384, 1023, 402]
school-text: Ἐγγραφαὶ μαθητῶν: μαθηταὶ ἀπὸ 22 Σεπτεμβρίου 1927. Τὰ μαθήματα ἄρχονται τὴν 1ην Ὀκτωβρίου. Αἱ ἐγγραφαὶ γίνονται καθ' ἑκάστην ἀπὸ 9–12 π.μ. εἰς τὸ γραφεῖον τῆς Διευθύνσεως.	[26, 1589, 206, 1685]
surprise-subheading: ΘΥΜΑ ΑΔΙΚΑΙΟΛΟΓΗΤΟΥ	[1141, 167, 1307, 182]
time-rolls-banner	[458, 60, 1094, 170]
